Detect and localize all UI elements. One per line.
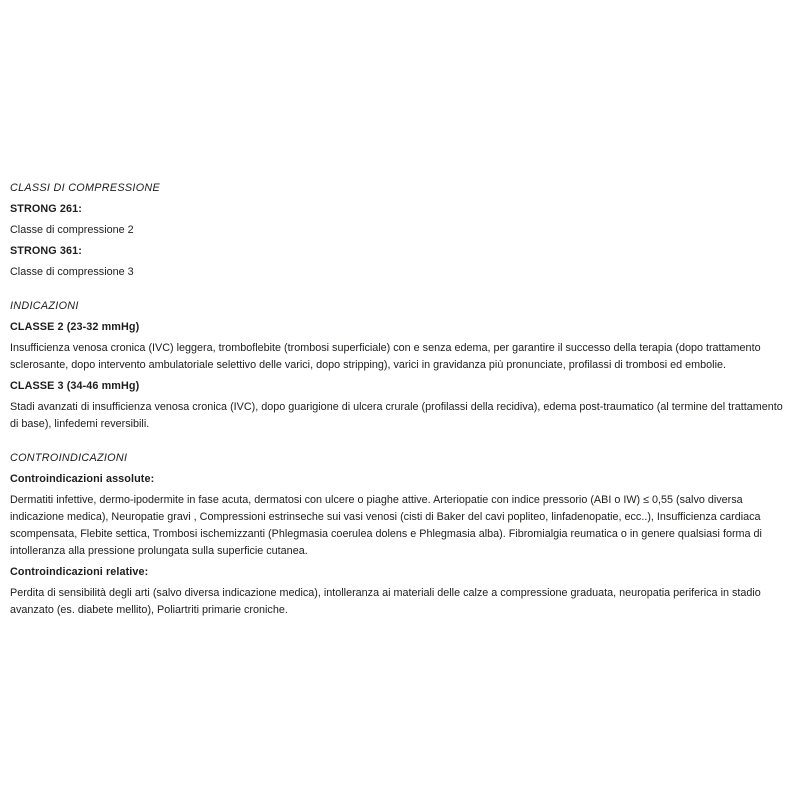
strong-261-value: Classe di compressione 2: [10, 224, 134, 236]
section-title-indicazioni: INDICAZIONI: [10, 300, 79, 312]
classe-2-paragraph: Insufficienza venosa cronica (IVC) leggera, tromboflebite (trombosi superficiale) con e senza edema, per garantire il successo della terapia (dopo trattamento sclerosante, dopo intervento ambulatoriale selettivo delle varici, dopo stripping), varici in gravidanza più pronunciate, profilassi di trombosi ed embolie.: [10, 342, 761, 371]
strong-261-label: STRONG 261:: [10, 203, 82, 215]
controindicazioni-relative-paragraph: Perdita di sensibilità degli arti (salvo diversa indicazione medica), intolleranza ai materiali delle calze a compressione graduata, neuropatia periferica in stadio avanzato (es. diabete mellito), Poliartriti primarie croniche.: [10, 587, 761, 616]
section-classi-di-compressione: [10, 180, 788, 281]
section-title-classi-di-compressione: CLASSI DI COMPRESSIONE: [10, 182, 160, 194]
controindicazioni-relative-heading: Controindicazioni relative:: [10, 566, 149, 578]
classe-2-heading: CLASSE 2 (23-32 mmHg): [10, 321, 140, 333]
section-indicazioni: [10, 298, 788, 433]
classe-3-paragraph: Stadi avanzati di insufficienza venosa cronica (IVC), dopo guarigione di ulcera crurale (profilassi della recidiva), edema post-traumatico (al termine del trattamento di base), linfedemi reversibili.: [10, 401, 783, 430]
classe-3-heading: CLASSE 3 (34-46 mmHg): [10, 380, 140, 392]
controindicazioni-assolute-heading: Controindicazioni assolute:: [10, 473, 155, 485]
controindicazioni-assolute-paragraph: Dermatiti infettive, dermo-ipodermite in fase acuta, dermatosi con ulcere o piaghe attive. Arteriopatie con indice pressorio (ABI o IW) ≤ 0,55 (salvo diversa indicazione medica), Neuropatie gravi , Compressioni estrinseche sui vasi venosi (cisti di Baker del cavi popliteo, linfadenopatie, ecc..), Insufficienza cardiaca scompensata, Flebite settica, Trombosi ischemizzanti (Phlegmasia coerulea dolens e Phlegmasia alba). Fibromialgia reumatica o in genere qualsiasi forma di intolleranza alla pressione prolungata sulla superficie cutanea.: [10, 494, 762, 557]
strong-361-label: STRONG 361:: [10, 245, 82, 257]
section-title-controindicazioni: CONTROINDICAZIONI: [10, 452, 128, 464]
strong-361-value: Classe di compressione 3: [10, 266, 134, 278]
section-controindicazioni: [10, 450, 788, 619]
